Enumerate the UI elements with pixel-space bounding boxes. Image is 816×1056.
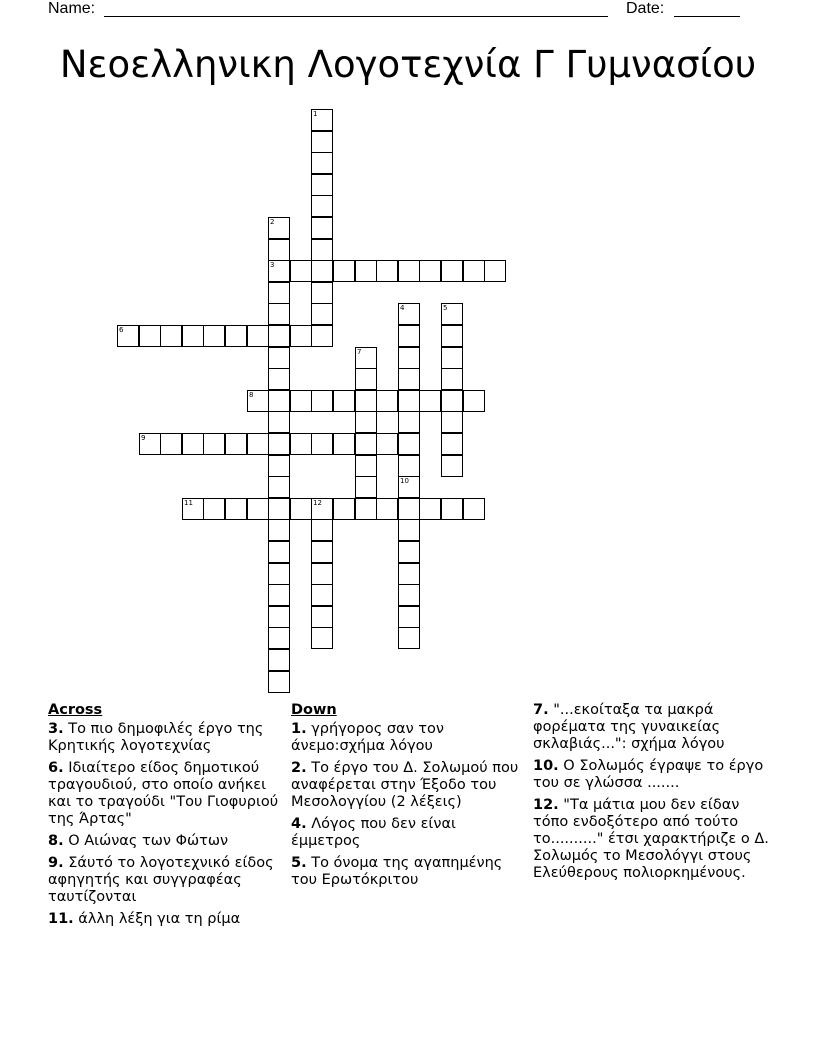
crossword-cell[interactable]: [268, 455, 290, 477]
crossword-cell[interactable]: [311, 390, 333, 412]
crossword-cell[interactable]: [398, 627, 420, 649]
crossword-cell[interactable]: [398, 584, 420, 606]
crossword-cell[interactable]: [376, 390, 398, 412]
crossword-cell[interactable]: [268, 303, 290, 325]
crossword-cell[interactable]: [268, 411, 290, 433]
down-clue: [291, 721, 527, 755]
crossword-cell[interactable]: [355, 433, 377, 455]
crossword-cell[interactable]: [398, 390, 420, 412]
crossword-cell[interactable]: [311, 109, 333, 131]
clue-text: Σάυτό το λογοτεχνικό είδος αφηγητής και συγγραφέας ταυτίζονται: [48, 855, 274, 905]
crossword-cell[interactable]: [247, 498, 269, 520]
across-clues: [48, 702, 282, 933]
down-clue: [291, 760, 527, 811]
down-clues: [291, 702, 527, 894]
clue-number: 11.: [48, 911, 74, 927]
across-clue: [48, 911, 282, 928]
crossword-cell[interactable]: [268, 347, 290, 369]
crossword-cell[interactable]: [160, 325, 182, 347]
down-clues-continued: [533, 702, 769, 887]
crossword-cell[interactable]: [355, 347, 377, 369]
crossword-cell[interactable]: [182, 325, 204, 347]
across-clue: [48, 721, 282, 755]
down-clue: [533, 797, 769, 882]
crossword-cell[interactable]: [268, 239, 290, 261]
crossword-cell[interactable]: [333, 260, 355, 282]
clue-text: Ιδιαίτερο είδος δημοτικού τραγουδιού, στο οποίο ανήκει και το τραγούδι "Του Γιοφυριού της Άρτας": [48, 760, 279, 827]
down-clue: [291, 816, 527, 850]
crossword-cell[interactable]: [311, 519, 333, 541]
crossword-cell[interactable]: [441, 411, 463, 433]
crossword-cell[interactable]: [311, 584, 333, 606]
crossword-cell[interactable]: [247, 325, 269, 347]
crossword-cell[interactable]: [225, 498, 247, 520]
crossword-cell[interactable]: [441, 347, 463, 369]
cell-number: 11: [184, 499, 193, 507]
crossword-cell[interactable]: [268, 368, 290, 390]
crossword-cell[interactable]: [311, 498, 333, 520]
clue-number: 8.: [48, 833, 64, 849]
crossword-cell[interactable]: [398, 347, 420, 369]
crossword-cell[interactable]: [419, 390, 441, 412]
clue-text: Ο Αιώνας των Φώτων: [68, 833, 229, 849]
crossword-cell[interactable]: [398, 325, 420, 347]
clue-text: Το έργο του Δ. Σολωμού που αναφέρεται στην Έξοδο του Μεσολογγίου (2 λέξεις): [291, 760, 519, 810]
crossword-cell[interactable]: [441, 390, 463, 412]
crossword-cell[interactable]: [419, 260, 441, 282]
crossword-cell[interactable]: [117, 325, 139, 347]
crossword-cell[interactable]: [268, 671, 290, 693]
crossword-cell[interactable]: [441, 260, 463, 282]
crossword-cell[interactable]: [268, 476, 290, 498]
clue-text: "...εκοίταξα τα μακρά φορέματα της γυναικείας σκλαβιάς...": σχήμα λόγου: [533, 702, 725, 752]
cell-number: 5: [443, 304, 448, 312]
down-heading: Down: [291, 702, 337, 718]
crossword-cell[interactable]: [441, 433, 463, 455]
crossword-cell[interactable]: [398, 411, 420, 433]
crossword-cell[interactable]: [419, 498, 441, 520]
across-clue: [48, 760, 282, 828]
cell-number: 4: [400, 304, 405, 312]
cell-number: 1: [313, 110, 318, 118]
clue-text: γρήγορος σαν τον άνεμο:σχήμα λόγου: [291, 721, 444, 754]
crossword-cell[interactable]: [268, 282, 290, 304]
clue-number: 12.: [533, 797, 559, 813]
crossword-cell[interactable]: [398, 476, 420, 498]
clue-number: 9.: [48, 855, 64, 871]
date-label: Date:: [626, 0, 665, 17]
crossword-cell[interactable]: [311, 131, 333, 153]
crossword-cell[interactable]: [268, 519, 290, 541]
crossword-cell[interactable]: [311, 282, 333, 304]
crossword-cell[interactable]: [247, 433, 269, 455]
clue-number: 1.: [291, 721, 307, 737]
crossword-cell[interactable]: [355, 498, 377, 520]
crossword-cell[interactable]: [355, 455, 377, 477]
cell-number: 3: [270, 261, 275, 269]
crossword-cell[interactable]: [311, 606, 333, 628]
clue-text: Το όνομα της αγαπημένης του Ερωτόκριτου: [291, 855, 503, 888]
crossword-cell[interactable]: [463, 390, 485, 412]
crossword-cell[interactable]: [398, 433, 420, 455]
crossword-cell[interactable]: [311, 239, 333, 261]
clue-text: Ο Σολωμός έγραψε το έργο του σε γλώσσα .......: [533, 758, 764, 791]
crossword-cell[interactable]: [355, 411, 377, 433]
crossword-cell[interactable]: [311, 217, 333, 239]
clue-number: 2.: [291, 760, 307, 776]
crossword-cell[interactable]: [398, 260, 420, 282]
crossword-cell[interactable]: [290, 325, 312, 347]
crossword-cell[interactable]: [290, 260, 312, 282]
crossword-cell[interactable]: [398, 368, 420, 390]
crossword-cell[interactable]: [398, 519, 420, 541]
crossword-cell[interactable]: [376, 260, 398, 282]
crossword-cell[interactable]: [139, 325, 161, 347]
crossword-cell[interactable]: [290, 433, 312, 455]
crossword-cell[interactable]: [398, 606, 420, 628]
crossword-cell[interactable]: [355, 260, 377, 282]
crossword-cell[interactable]: [398, 498, 420, 520]
across-clue: [48, 855, 282, 906]
crossword-cell[interactable]: [139, 433, 161, 455]
crossword-cell[interactable]: [268, 217, 290, 239]
crossword-cell[interactable]: [225, 325, 247, 347]
cell-number: 9: [141, 434, 146, 442]
crossword-cell[interactable]: [268, 498, 290, 520]
clue-text: Το πιο δημοφιλές έργο της Κρητικής λογοτεχνίας: [48, 721, 264, 754]
crossword-cell[interactable]: [268, 541, 290, 563]
name-label: Name:: [48, 0, 96, 17]
crossword-cell[interactable]: [441, 498, 463, 520]
crossword-cell[interactable]: [182, 433, 204, 455]
crossword-cell[interactable]: [333, 498, 355, 520]
clue-text: άλλη λέξη για τη ρίμα: [78, 911, 241, 927]
crossword-cell[interactable]: [268, 325, 290, 347]
clue-number: 6.: [48, 760, 64, 776]
across-clue: [48, 833, 282, 850]
clue-number: 3.: [48, 721, 64, 737]
crossword-cell[interactable]: [398, 455, 420, 477]
crossword-cell[interactable]: [311, 325, 333, 347]
crossword-cell[interactable]: [182, 498, 204, 520]
crossword-cell[interactable]: [463, 498, 485, 520]
crossword-cell[interactable]: [376, 498, 398, 520]
clue-number: 4.: [291, 816, 307, 832]
cell-number: 2: [270, 218, 275, 226]
crossword-cell[interactable]: [203, 433, 225, 455]
down-clue: [533, 758, 769, 792]
crossword-cell[interactable]: [311, 195, 333, 217]
crossword-cell[interactable]: [311, 174, 333, 196]
crossword-cell[interactable]: [398, 563, 420, 585]
down-clue: [533, 702, 769, 753]
crossword-cell[interactable]: [441, 455, 463, 477]
crossword-cell[interactable]: [333, 390, 355, 412]
crossword-cell[interactable]: [398, 541, 420, 563]
crossword-cell[interactable]: [355, 390, 377, 412]
crossword-cell[interactable]: [311, 627, 333, 649]
cell-number: 7: [357, 348, 362, 356]
crossword-cell[interactable]: [268, 390, 290, 412]
clue-text: Λόγος που δεν είναι έμμετρος: [291, 816, 456, 849]
crossword-cell[interactable]: [311, 563, 333, 585]
crossword-cell[interactable]: [203, 498, 225, 520]
across-heading: Across: [48, 702, 103, 718]
crossword-cell[interactable]: [160, 433, 182, 455]
clue-number: 7.: [533, 702, 549, 718]
crossword-cell[interactable]: [463, 260, 485, 282]
crossword-cell[interactable]: [398, 303, 420, 325]
crossword-cell[interactable]: [311, 541, 333, 563]
crossword-cell[interactable]: [311, 260, 333, 282]
crossword-cell[interactable]: [268, 606, 290, 628]
crossword-cell[interactable]: [225, 433, 247, 455]
cell-number: 12: [313, 499, 322, 507]
clue-text: "Τα μάτια μου δεν είδαν τόπο ενδοξότερο από τούτο το.........." έτσι χαρακτήριζε ο Δ. Σολωμός το Μεσολόγγι στους Ελεύθερους πολιορκημένους.: [533, 797, 769, 881]
crossword-cell[interactable]: [333, 433, 355, 455]
crossword-cell[interactable]: [441, 368, 463, 390]
crossword-cell[interactable]: [268, 260, 290, 282]
crossword-cell[interactable]: [355, 476, 377, 498]
crossword-cell[interactable]: [268, 433, 290, 455]
crossword-cell[interactable]: [290, 498, 312, 520]
crossword-cell[interactable]: [268, 649, 290, 671]
crossword-cell[interactable]: [376, 433, 398, 455]
cell-number: 8: [249, 391, 254, 399]
crossword-cell[interactable]: [290, 390, 312, 412]
clue-number: 10.: [533, 758, 559, 774]
down-clue: [291, 855, 527, 889]
crossword-cell[interactable]: [247, 390, 269, 412]
crossword-cell[interactable]: [268, 627, 290, 649]
crossword-cell[interactable]: [311, 433, 333, 455]
crossword-cell[interactable]: [441, 325, 463, 347]
crossword-cell[interactable]: [484, 260, 506, 282]
crossword-cell[interactable]: [441, 303, 463, 325]
cell-number: 10: [400, 477, 409, 485]
crossword-cell[interactable]: [268, 563, 290, 585]
clue-number: 5.: [291, 855, 307, 871]
crossword-cell[interactable]: [268, 584, 290, 606]
crossword-cell[interactable]: [203, 325, 225, 347]
cell-number: 6: [119, 326, 124, 334]
page-title: Νεοελληνικη Λογοτεχνία Γ Γυμνασίου: [59, 43, 757, 86]
crossword-cell[interactable]: [311, 152, 333, 174]
crossword-cell[interactable]: [355, 368, 377, 390]
crossword-cell[interactable]: [311, 303, 333, 325]
